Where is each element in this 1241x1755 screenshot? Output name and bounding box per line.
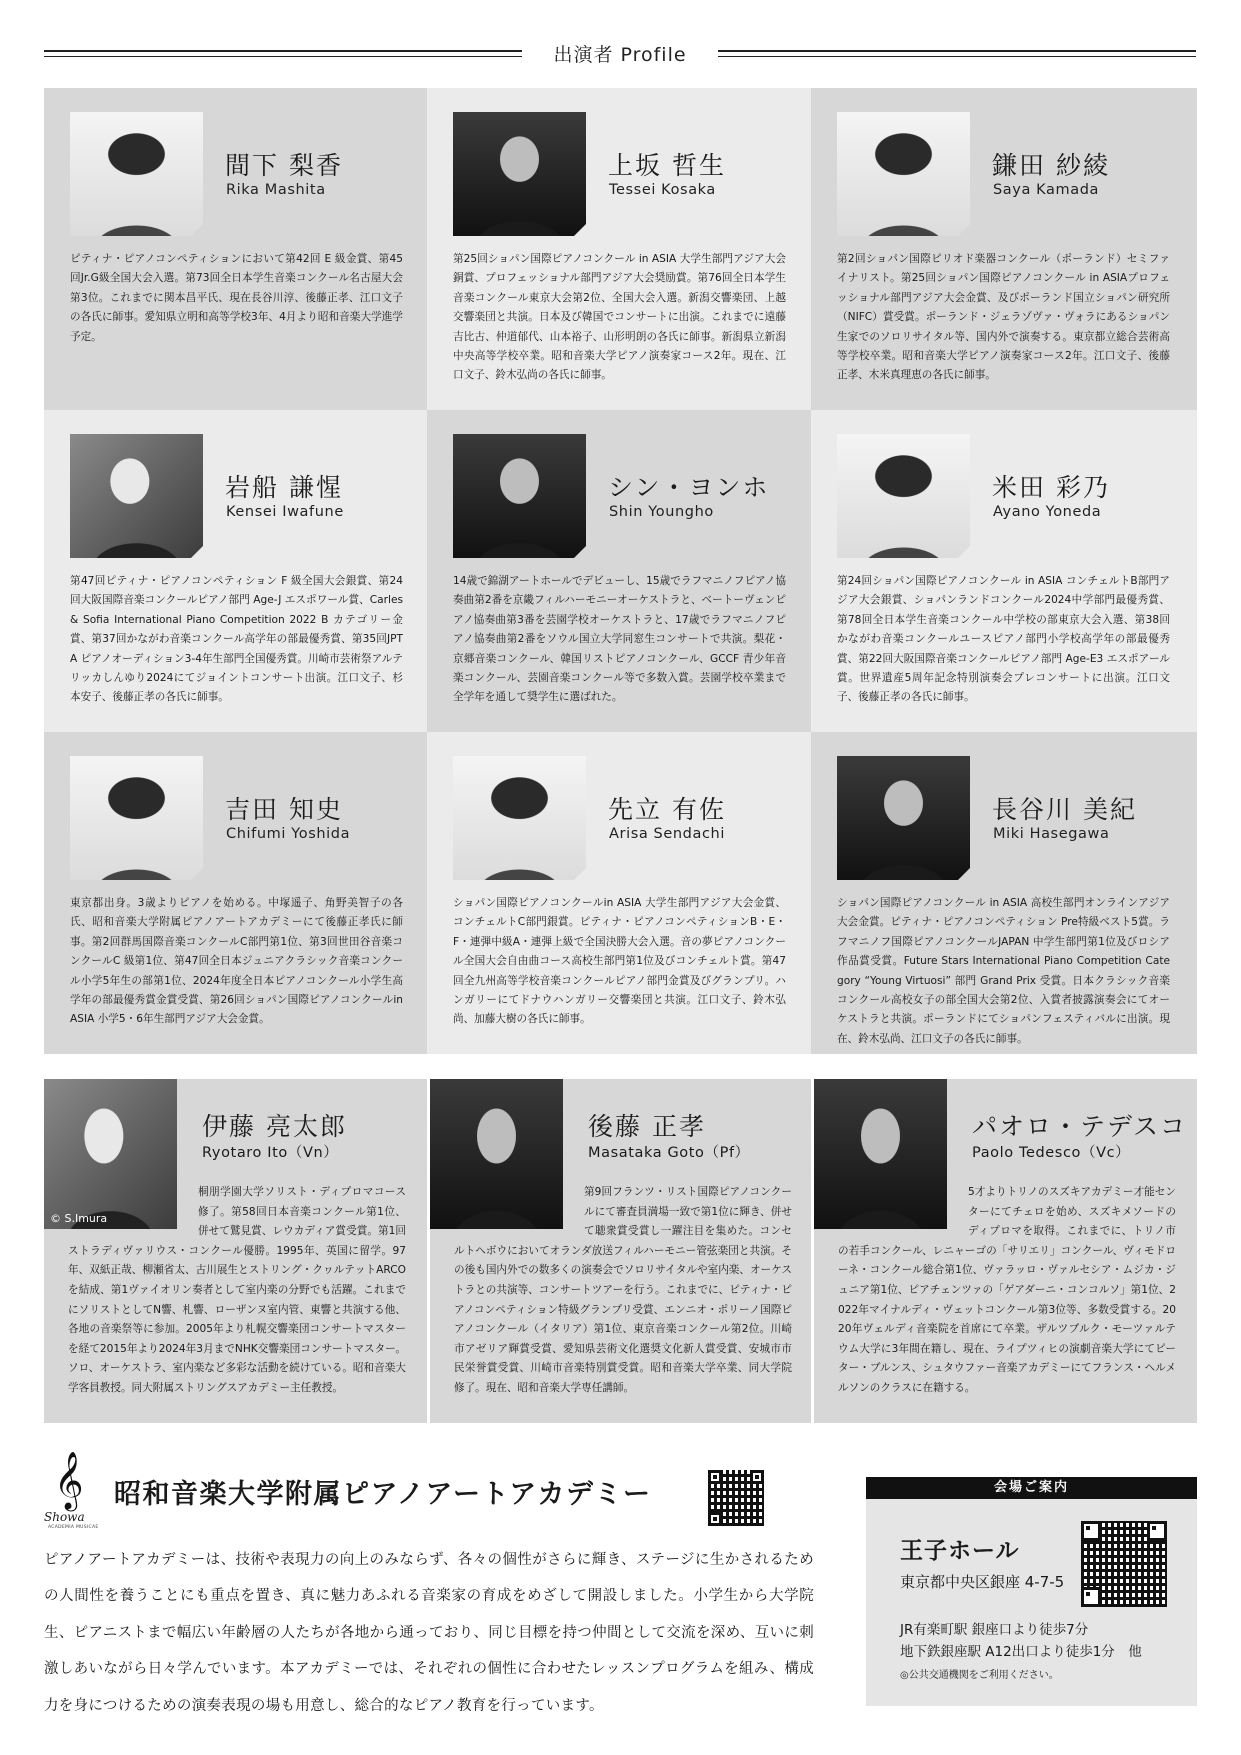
academy-name: 昭和音楽大学附属ピアノアートアカデミー [114,1479,652,1510]
profile-photo [837,112,970,236]
faculty-row [44,1079,1197,1423]
faculty-card [427,1079,811,1423]
performer-grid [44,88,1197,1054]
faculty-bio-wrap [68,1183,406,1399]
profile-name-jp: 間下 梨香 [225,151,343,180]
profile-name-jp: 岩船 謙惺 [225,473,343,502]
faculty-bio: 桐朋学園大学ソリスト・ディプロマコース修了。第58回日本音楽コンクール第1位、併せて鷲見賞、レウカディア賞受賞。第1回ストラディヴァリウス・コンクール優勝。1995年、英国に留学。97年、双紙正哉、柳瀬省太、古川展生とストリング・クヮルテットARCOを結成、第1ヴァイオリン奏者として室内楽の分野でも活躍。これまでにソリストとしてN響、札響、ローザンヌ室内管、東響と共演する他、各地の音楽祭等に参加。2005年より札幌交響楽団コンサートマスターを経て2015年より2024年3月までNHK交響楽団コンサートマスター。ソロ、オーケストラ、室内楽など多彩な活動を続けている。昭和音楽大学客員教授。同大附属ストリングスアカデミー主任教授。 [68,1186,406,1394]
profile-photo [70,112,203,236]
profile-name-jp: 吉田 知史 [225,795,343,824]
profile-bio: 第47回ピティナ・ピアノコンペティション F 級全国大会銀賞、第24回大阪国際音楽コンクールピアノ部門 Age-J エスポワール賞、Carles & Sofia International Piano Competition 2022 B カテゴリー金賞、第37回かながわ音楽コンクール高学年の部最優秀賞、第35回JPTA ピアノオーディション3-4年生部門全国優秀賞。川崎市芸術祭アルテリッカしんゆり2024にてジョイントコンサート出演。江口文子、杉本安子、後藤正孝の各氏に師事。 [70,575,403,704]
profile-bio: ピティナ・ピアノコンペティションにおいて第42回 E 級金賞、第45回Jr.G級全国大会入選。第73回全日本学生音楽コンクール名古屋大会第3位。これまでに関本昌平氏、現在長谷川淳、後藤正孝、江口文子の各氏に師事。愛知県立明和高等学校3年、4月より昭和音楽大学進学予定。 [70,253,403,343]
profile-photo [837,434,970,558]
venue-access-jr: JR有楽町駅 銀座口より徒歩7分 [900,1622,1089,1638]
photo-credit: © S.Imura [50,1212,108,1225]
profile-bio: ショパン国際ピアノコンクール in ASIA 高校生部門オンラインアジア大会金賞。ピティナ・ピアノコンペティション Pre特級ベスト5賞。ラフマニノフ国際ピアノコンクールJAPAN 中学生部門第1位及びロシア作品賞受賞。Future Stars International Piano Competition Category “Young Virtuosi” 部門 Grand Prix 受賞。日本クラシック音楽コンクール高校女子の部全国大会第2位、入賞者披露演奏会にてオーケストラと共演。ポーランドにてショパンフェスティバルに出演。現在、鈴木弘尚、江口文子の各氏に師事。 [837,897,1170,1045]
faculty-name-en: Paolo Tedesco（Vc） [972,1145,1131,1161]
faculty-card [811,1079,1197,1423]
faculty-bio: 第9回フランツ・リスト国際ピアノコンクールにて審査員満場一致で第1位に輝き、併せて聴衆賞受賞し一躍注目を集めた。コンセルトヘボウにおいてオランダ放送フィルハーモニー管弦楽団と共演。その後も国内外での数多くの演奏会でソロリサイタルや室内楽、オーケストラとの共演等、コンサートツアーを行う。これまでに、ピティナ・ピアノコンペティション特級グランプリ受賞、エンニオ・ポリーノ国際ピアノコンクール（イタリア）第1位、東京音楽コンクール第2位。川崎市アゼリア輝賞受賞、愛知県芸術文化選奨文化新人賞受賞、安城市市民栄誉賞受賞、川崎市音楽特別賞受賞。昭和音楽大学卒業、同大学院修了。現在、昭和音楽大学専任講師。 [454,1186,792,1394]
venue-address: 東京都中央区銀座 4-7-5 [900,1573,1065,1591]
profile-name-jp: シン・ヨンホ [608,473,770,502]
profile-photo [453,112,586,236]
profile-photo [453,434,586,558]
treble-clef-icon: 𝄞 [54,1451,84,1509]
venue-note: ◎公共交通機関をご利用ください。 [900,1670,1059,1681]
profile-name-jp: 先立 有佐 [608,795,726,824]
faculty-name-en: Masataka Goto（Pf） [588,1145,750,1161]
profile-name-en: Miki Hasegawa [993,826,1110,842]
profile-photo [837,756,970,880]
venue-heading: 会場ご案内 [866,1477,1197,1499]
academy-qr-code[interactable] [708,1470,764,1526]
profile-name-jp: 米田 彩乃 [992,473,1110,502]
profile-bio: 第24回ショパン国際ピアノコンクール in ASIA コンチェルトB部門アジア大会銀賞、ショパンランドコンクール2024中学部門最優秀賞、第78回全日本学生音楽コンクール中学校の部東京大会入選、第38回かながわ音楽コンクールユースピアノ部門小学校高学年の部最優秀賞、第22回大阪国際音楽コンクールピアノ部門 Age-E3 エスポアール賞。世界遺産5周年記念特別演奏会プレコンサートに出演。江口文子、後藤正孝の各氏に師事。 [837,575,1170,704]
profile-card [811,732,1197,1054]
profile-name-jp: 鎌田 紗綾 [992,151,1110,180]
faculty-name-jp: パオロ・テデスコ [972,1112,1188,1141]
profile-bio: ショパン国際ピアノコンクールin ASIA 大学生部門アジア大会金賞、コンチェルトC部門銀賞。ピティナ・ピアノコンペティションB・E・F・連弾中級A・連弾上級で全国決勝大会入選。音の夢ピアノコンクール全国大会自由曲コース高校生部門第1位及びコンチェルト賞。第47回全九州高等学校音楽コンクールピアノ部門金賞及びグランプリ。ハンガリーにてドナウハンガリー交響楽団と共演。江口文子、鈴木弘尚、加藤大樹の各氏に師事。 [453,897,786,1026]
showa-logo [44,1452,100,1534]
profile-name-en: Shin Youngho [609,504,714,520]
venue-access-subway: 地下鉄銀座駅 A12出口より徒歩1分 他 [900,1644,1142,1660]
profile-name-en: Saya Kamada [993,182,1100,198]
header-rule-right [718,50,1196,57]
faculty-name-jp: 伊藤 亮太郎 [202,1112,347,1141]
section-title: 出演者 Profile [553,44,687,66]
profile-name-en: Rika Mashita [226,182,326,198]
faculty-name-jp: 後藤 正孝 [588,1112,706,1141]
faculty-bio-wrap [838,1183,1176,1399]
profile-card [44,88,427,410]
profile-card [811,410,1197,732]
profile-photo [453,756,586,880]
academy-description: ピアノアートアカデミーは、技術や表現力の向上のみならず、各々の個性がさらに輝き、ステージに生かされるための人間性を養うことにも重点を置き、真に魅力あふれる音楽家の育成をめざして開設しました。小学生から大学院生、ピアニストまで幅広い年齢層の人たちが各地から通っており、同じ目標を持つ仲間として交流を深め、互いに刺激しあいながら日々学んでいます。本アカデミーでは、それぞれの個性に合わせたレッスンプログラムを組み、構成力を身につけるための演奏表現の場も用意し、総合的なピアノ教育を行っています。 [44,1552,814,1714]
profile-name-en: Ayano Yoneda [993,504,1102,520]
academy-section [44,1448,814,1718]
profile-name-jp: 上坂 哲生 [608,151,726,180]
venue-box [866,1477,1197,1706]
profile-bio: 東京都出身。3歳よりピアノを始める。中塚遥子、角野美智子の各氏、昭和音楽大学附属ピアノアートアカデミーにて後藤正孝氏に師事。第2回群馬国際音楽コンクールC部門第1位、第3回世田谷音楽コンクールC 級第1位、第47回全日本ジュニアクラシック音楽コンクール小学5年生の部第1位、2024年度全日本ピアノコンクール小学生高学年の部最優秀賞金賞受賞、第26回ショパン国際ピアノコンクールin ASIA 小学5・6年生部門アジア大会金賞。 [70,897,403,1026]
profile-card [44,410,427,732]
profile-card [427,732,811,1054]
profile-name-en: Tessei Kosaka [609,182,716,198]
faculty-name-en: Ryotaro Ito（Vn） [202,1145,339,1161]
faculty-bio-wrap [454,1183,792,1399]
venue-qr-code[interactable] [1081,1521,1167,1607]
logo-brand: Showa [44,1510,85,1524]
profile-photo [70,756,203,880]
profile-photo [70,434,203,558]
profile-name-en: Kensei Iwafune [226,504,344,520]
profile-bio: 第2回ショパン国際ピリオド楽器コンクール（ポーランド）セミファイナリスト。第25回ショパン国際ピアノコンクール in ASIAプロフェッショナル部門アジア大会金賞、及びポーランド国立ショパン研究所（NIFC）賞受賞。ポーランド・ジェラゾヴァ・ヴォラにあるショパン生家でのソロリサイタル等、国内外で演奏する。東京都立総合芸術高等学校卒業。昭和音楽大学ピアノ演奏家コース2年。江口文子、後藤正孝、木米真理恵の各氏に師事。 [837,253,1170,382]
profile-card [44,732,427,1054]
profile-bio: 第25回ショパン国際ピアノコンクール in ASIA 大学生部門アジア大会銅賞、プロフェッショナル部門アジア大会奨励賞。第76回全日本学生音楽コンクール東京大会第2位、全国大会入選。新潟交響楽団、上越交響楽団と共演。日本及び韓国でコンサートに出演。これまでに遠藤吉比古、仲道郁代、山本裕子、山形明朗の各氏に師事。新潟県立新潟中央高等学校卒業。昭和音楽大学ピアノ演奏家コース2年。現在、江口文子、鈴木弘尚の各氏に師事。 [453,253,786,382]
section-header [44,38,1196,68]
faculty-card [44,1079,427,1423]
venue-access [900,1619,1142,1663]
profile-bio: 14歳で錦湖アートホールでデビューし、15歳でラフマニノフピアノ協奏曲第2番を京畿フィルハーモニーオーケストラと、ベートーヴェンピアノ協奏曲第3番を芸園学校オーケストラと、17歳でラフマニノフピアノ協奏曲第2番をソウル国立大学同窓生コンサートで共演。梨花・京郷音楽コンクール、韓国リストピアノコンクール、GCCF 青少年音楽コンクール、芸園音楽コンクール等で多数入賞。芸園学校卒業まで全学年を通して奨学生に選ばれた。 [453,575,786,704]
profile-name-en: Arisa Sendachi [609,826,725,842]
venue-name: 王子ホール [900,1538,1020,1564]
profile-name-jp: 長谷川 美紀 [992,795,1137,824]
profile-name-en: Chifumi Yoshida [226,826,351,842]
faculty-bio: 5才よりトリノのスズキアカデミー才能センターにてチェロを始め、スズキメソードのディプロマを取得。これまでに、トリノ市の若手コンクール、レニャーゴの「サリエリ」コンクール、ヴィモドローネ・コンクール総合第1位、ヴァラッロ・ヴァルセシア・ムジカ・ジュニア第1位、ピアチェンツァの「ゲアダーニ・コンコルソ」第1位、2022年マイナルディ・ヴェットコンクール第3位等、多数受賞する。2020年ヴェルディ音楽院を首席にて卒業。ザルツブルク・モーツァルテウム大学に3年間在籍し、現在、ライプツィヒの演劇音楽大学にてピーター・ブルンス、シュタウファー音楽アカデミーにてフランス・ヘルメルソンのクラスに在籍する。 [838,1186,1176,1394]
profile-card [811,88,1197,410]
logo-sub: ACADEMIA MUSICAE [48,1525,99,1530]
profile-card [427,410,811,732]
profile-card [427,88,811,410]
